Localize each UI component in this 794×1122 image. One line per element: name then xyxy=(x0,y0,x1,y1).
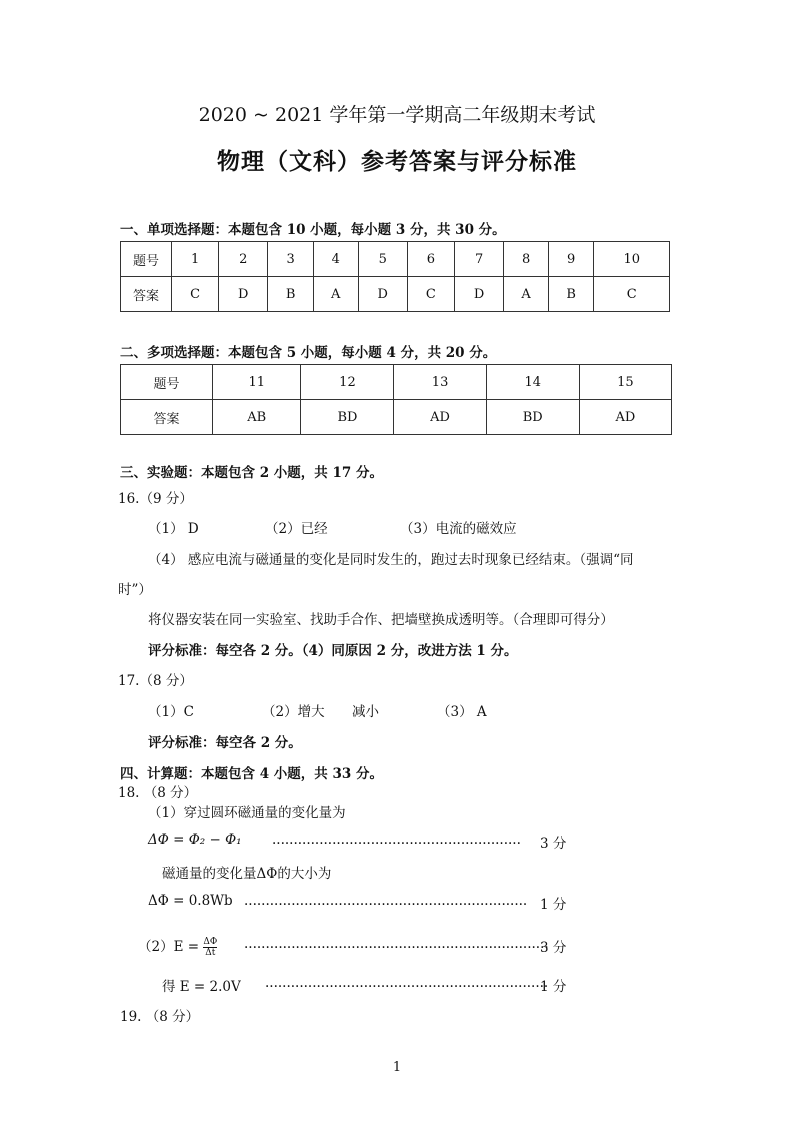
answer-cell: B xyxy=(548,277,593,312)
leader-dots: .......................................................... xyxy=(272,832,521,848)
single-choice-table xyxy=(120,241,670,312)
question-number: 4 xyxy=(313,242,358,277)
page-number: 1 xyxy=(392,1060,402,1075)
question-number: 13 xyxy=(394,365,486,400)
q16-answer-4-cont: 时”） xyxy=(118,582,152,598)
answer-cell: A xyxy=(313,277,358,312)
fraction-denominator: Δt xyxy=(205,948,216,958)
question-number: 14 xyxy=(486,365,579,400)
section1-heading: 一、单项选择题：本题包含 10 小题，每小题 3 分，共 30 分。 xyxy=(120,222,506,238)
q18-step-2: 磁通量的变化量ΔΦ的大小为 xyxy=(162,866,332,882)
q18-label: 18. （8 分） xyxy=(118,785,198,801)
question-number: 8 xyxy=(504,242,549,277)
answer-cell: A xyxy=(504,277,549,312)
answer-cell: C xyxy=(594,277,670,312)
q17-answer-3: （3） A xyxy=(437,704,487,720)
q17-scoring: 评分标准：每空各 2 分。 xyxy=(148,735,302,751)
q18-eq1-points: 3 分 xyxy=(540,836,567,852)
q18-step-1: （1）穿过圆环磁通量的变化量为 xyxy=(148,805,346,821)
section4-heading: 四、计算题：本题包含 4 小题，共 33 分。 xyxy=(120,766,383,782)
answer-cell: D xyxy=(454,277,503,312)
question-number: 3 xyxy=(268,242,313,277)
q16-scoring: 评分标准：每空各 2 分。（4）同原因 2 分，改进方法 1 分。 xyxy=(148,643,518,659)
row-label: 题号 xyxy=(121,365,213,400)
row-label: 答案 xyxy=(121,400,213,435)
q16-label: 16.（9 分） xyxy=(118,491,193,507)
answer-cell: BD xyxy=(486,400,579,435)
question-number: 5 xyxy=(358,242,407,277)
q16-answer-1: （1） D xyxy=(148,521,199,537)
q17-label: 17.（8 分） xyxy=(118,673,193,689)
answer-cell: AD xyxy=(579,400,671,435)
leader-dots: .................................................................. xyxy=(265,975,549,991)
q16-improvement: 将仪器安装在同一实验室、找助手合作、把墙壁换成透明等。（合理即可得分） xyxy=(148,612,614,628)
exam-title: 2020 ~ 2021 学年第一学期高二年级期末考试 xyxy=(198,104,596,126)
q16-answer-3: （3）电流的磁效应 xyxy=(400,521,517,537)
section2-heading: 二、多项选择题：本题包含 5 小题，每小题 4 分，共 20 分。 xyxy=(120,345,497,361)
answer-cell: BD xyxy=(301,400,394,435)
q16-answer-4: （4） 感应电流与磁通量的变化是同时发生的，跑过去时现象已经结束。（强调“同 xyxy=(148,552,634,568)
q17-answer-1: （1）C xyxy=(148,704,194,720)
answer-cell: AD xyxy=(394,400,486,435)
question-number: 9 xyxy=(548,242,593,277)
answer-cell: C xyxy=(172,277,219,312)
question-number: 6 xyxy=(407,242,454,277)
question-number: 10 xyxy=(594,242,670,277)
q18-eq4-points: 1 分 xyxy=(540,979,567,995)
question-number: 12 xyxy=(301,365,394,400)
row-label: 题号 xyxy=(121,242,172,277)
section3-heading: 三、实验题：本题包含 2 小题，共 17 分。 xyxy=(120,465,383,481)
q18-eq3-points: 3 分 xyxy=(540,940,567,956)
leader-dots: .................................................................. xyxy=(244,893,528,909)
row-label: 答案 xyxy=(121,277,172,312)
multiple-choice-table xyxy=(120,364,672,435)
q18-equation-1: ΔΦ = Φ₂ − Φ₁ xyxy=(148,832,242,848)
fraction xyxy=(203,937,217,958)
q18-equation-4: 得 E = 2.0V xyxy=(162,979,241,995)
subject-title: 物理（文科）参考答案与评分标准 xyxy=(217,148,577,175)
answer-cell: C xyxy=(407,277,454,312)
question-number: 7 xyxy=(454,242,503,277)
table-row xyxy=(121,365,672,400)
table-row xyxy=(121,277,670,312)
table-row xyxy=(121,242,670,277)
question-number: 15 xyxy=(579,365,671,400)
answer-cell: B xyxy=(268,277,313,312)
question-number: 2 xyxy=(219,242,268,277)
answer-cell: AB xyxy=(213,400,301,435)
question-number: 11 xyxy=(213,365,301,400)
answer-cell: D xyxy=(219,277,268,312)
answer-cell: D xyxy=(358,277,407,312)
q19-label: 19. （8 分） xyxy=(120,1009,200,1025)
q18-eq2-points: 1 分 xyxy=(540,897,567,913)
q17-answer-2a: （2）增大 xyxy=(262,704,325,720)
eq3-prefix: （2）E = xyxy=(138,939,200,955)
q16-answer-2: （2）已经 xyxy=(265,521,328,537)
table-row xyxy=(121,400,672,435)
q18-equation-3 xyxy=(138,935,217,958)
q18-equation-2: ΔΦ = 0.8Wb xyxy=(148,893,233,909)
fraction-numerator: ΔΦ xyxy=(203,937,218,947)
q17-answer-2b: 减小 xyxy=(352,704,379,720)
question-number: 1 xyxy=(172,242,219,277)
leader-dots: ....................................................................... xyxy=(244,936,549,952)
